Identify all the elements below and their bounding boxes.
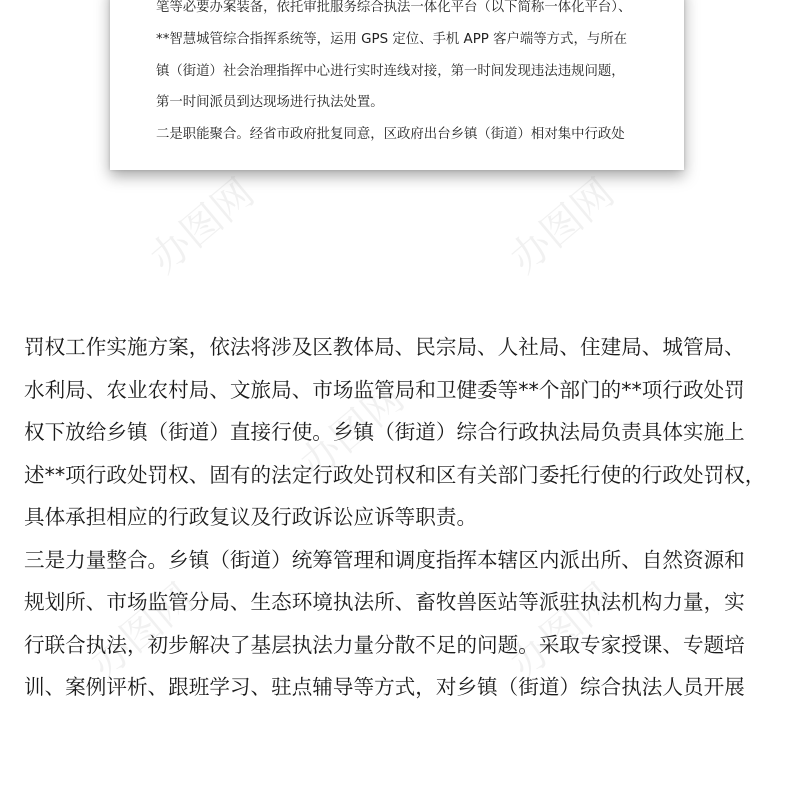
preview-text-block xyxy=(156,0,652,151)
text-line: 述**项行政处罚权、固有的法定行政处罚权和区有关部门委托行使的行政处罚权， xyxy=(24,462,766,487)
text-line: 具体承担相应的行政复议及行政诉讼应诉等职责。 xyxy=(24,505,478,529)
text-line: 规划所、市场监管分局、生态环境执法所、畜牧兽医站等派驻执法机构力量，实 xyxy=(24,590,745,614)
text-line: 权下放给乡镇（街道）直接行使。乡镇（街道）综合行政执法局负责具体实施上 xyxy=(24,420,745,444)
text-line: 行联合执法，初步解决了基层执法力量分散不足的问题。采取专家授课、专题培 xyxy=(24,632,745,657)
text-line: 罚权工作实施方案，依法将涉及区教体局、民宗局、人社局、住建局、城管局、 xyxy=(24,335,745,359)
watermark: 办图网 xyxy=(81,574,203,688)
preview-line: 笔等必要办案装备，依托审批服务综合执法一体化平台（以下简称一体化平台）、 xyxy=(156,0,632,15)
watermark: 办图网 xyxy=(291,374,413,488)
text-line: 水利局、农业农村局、文旅局、市场监管局和卫健委等**个部门的**项行政处罚 xyxy=(24,377,745,402)
watermark: 办图网 xyxy=(501,169,623,283)
text-line: 训、案例评析、跟班学习、驻点辅导等方式，对乡镇（街道）综合执法人员开展 xyxy=(24,675,745,699)
watermark: 办图网 xyxy=(141,169,263,283)
preview-line: **智慧城管综合指挥系统等，运用 GPS 定位、手机 APP 客户端等方式，与所在 xyxy=(156,31,628,47)
preview-line: 第一时间派员到达现场进行执法处置。 xyxy=(156,95,384,111)
preview-line: 二是职能聚合。经省市政府批复同意，区政府出台乡镇（街道）相对集中行政处 xyxy=(156,127,625,143)
text-line: 三是力量整合。乡镇（街道）统筹管理和调度指挥本辖区内派出所、自然资源和 xyxy=(24,547,745,572)
document-preview-card xyxy=(110,0,684,170)
watermark: 办图网 xyxy=(501,574,623,688)
preview-line: 镇（街道）社会治理指挥中心进行实时连线对接，第一时间发现违法违规问题， xyxy=(156,63,625,79)
main-text-block xyxy=(24,326,784,709)
